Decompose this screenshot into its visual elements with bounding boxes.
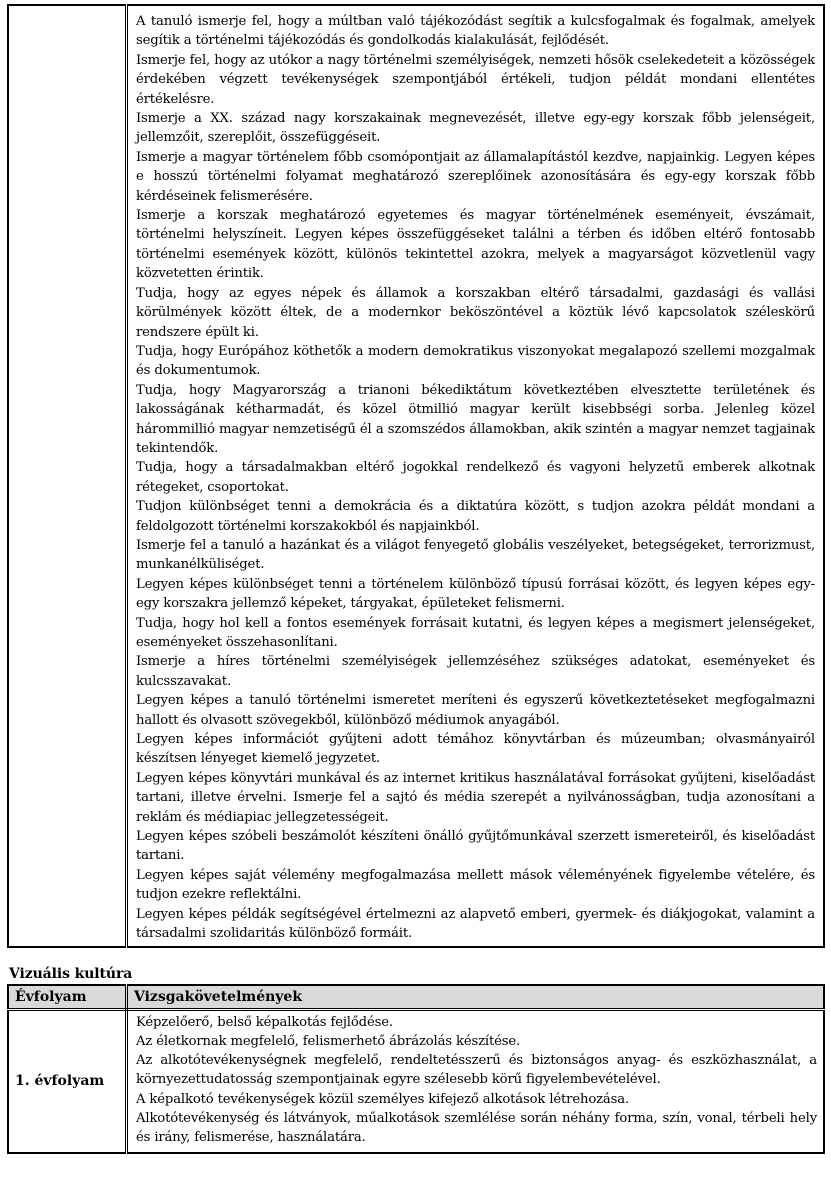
grade-cell-empty	[8, 5, 127, 947]
requirement-paragraph: Tudja, hogy az egyes népek és államok a korszakban eltérő társadalmi, gazdasági és vallási körülmények között éltek, de a modernkor beköszöntével a köztük lévő kapcsolatok széleskörű rendszere épült ki.	[136, 285, 815, 340]
requirement-paragraph: Ismerje fel a tanuló a hazánkat és a világot fenyegető globális veszélyeket, betegségeket, terrorizmust, munkanélküliséget.	[136, 537, 815, 573]
grade-cell: 1. évfolyam	[8, 1009, 127, 1153]
section-title: Vizuális kultúra	[9, 965, 133, 982]
requirement-paragraph: Legyen képes különbséget tenni a történelem különböző típusú forrásai között, és legyen képes egy-egy korszakra jellemző képeket, tárgyakat, épületeket felismerni.	[136, 576, 815, 612]
header-requirements: Vizsgakövetelmények	[127, 985, 825, 1010]
table-row	[8, 5, 824, 947]
requirement-paragraph: Legyen képes a tanuló történelmi ismeretet meríteni és egyszerű következtetéseket megfogalmazni hallott és olvasott szövegekből, különböző médiumok anyagából.	[136, 693, 815, 728]
visual-culture-table	[7, 984, 825, 1154]
requirement-paragraph: A képalkotó tevékenységek közül személyes kifejező alkotások létrehozása.	[136, 1091, 630, 1107]
header-grade: Évfolyam	[8, 985, 127, 1010]
requirement-paragraph: Ismerje a híres történelmi személyiségek jellemzéséhez szükséges adatokat, eseményeket és kulcsszavakat.	[136, 654, 815, 689]
table-row	[8, 1009, 824, 1153]
requirement-paragraph: Tudja, hogy hol kell a fontos események forrásait kutatni, és legyen képes a megismert jelenségeket, eseményeket összehasonlítani.	[136, 615, 815, 650]
requirement-paragraph: Ismerje a magyar történelem főbb csomópontjait az államalapítástól kezdve, napjainkig. Legyen képes e hosszú történelmi folyamat meghatározó szereplőinek azonosítására és egy-egy korszak főbb kérdéseinek felismerésére.	[136, 149, 815, 204]
requirement-paragraph: Képzelőerő, belső képalkotás fejlődése.	[136, 1014, 393, 1030]
requirement-paragraph: Ismerje a XX. század nagy korszakainak megnevezését, illetve egy-egy korszak főbb jelenségeit, jellemzőit, szereplőit, összefüggéseit.	[136, 111, 815, 146]
requirements-cell	[127, 1009, 825, 1153]
requirement-paragraph: Legyen képes példák segítségével értelmezni az alapvető emberi, gyermek- és diákjogokat, valamint a társadalmi szolidaritás különböző formáit.	[136, 906, 815, 942]
requirement-paragraph: Tudjon különbséget tenni a demokrácia és a diktatúra között, s tudjon azokra példát mondani a feldolgozott történelmi korszakokból és napjainkból.	[136, 499, 815, 534]
requirement-paragraph: Legyen képes információt gyűjteni adott témához könyvtárban és múzeumban; olvasmányairól készítsen lényeget kiemelő jegyzetet.	[136, 732, 815, 767]
requirement-paragraph: Alkotótevékenység és látványok, műalkotások szemlélése során néhány forma, szín, vonal, térbeli hely és irány, felismerése, használatára.	[136, 1110, 817, 1146]
document-page	[7, 4, 825, 1154]
requirement-paragraph: Ismerje fel, hogy az utókor a nagy történelmi személyiségek, nemzeti hősök cselekedeteit a közösségek érdekében végzett tevékenységek szempontjából értékeli, tudjon példát mondani ellentétes értékelésre.	[136, 52, 815, 107]
requirement-paragraph: Legyen képes szóbeli beszámolót készíteni önálló gyűjtőmunkával szerzett ismereteiről, és kiselőadást tartani.	[136, 829, 815, 864]
requirement-paragraph: Tudja, hogy a társadalmakban eltérő jogokkal rendelkező és vagyoni helyzetű emberek alkotnak rétegeket, csoportokat.	[136, 460, 815, 495]
requirement-paragraph: Az alkotótevékenységnek megfelelő, rendeltetésszerű és biztonságos anyag- és eszközhasználat, a környezettudatosság szempontjainak egyre szélesebb körű figyelembevételével.	[136, 1053, 817, 1088]
requirement-paragraph: Tudja, hogy Európához köthetők a modern demokratikus viszonyokat megalapozó szellemi mozgalmak és dokumentumok.	[136, 343, 815, 379]
requirement-paragraph: Tudja, hogy Magyarország a trianoni békediktátum következtében elvesztette területének és lakosságának kétharmadát, és közel ötmillió magyar került kisebbségi sorba. Jelenleg közel hárommillió magyar nemzetiségű él a szomszédos államokban, akik szintén a magyar nemzet tagjainak tekintendők.	[136, 382, 815, 456]
requirement-paragraph: Ismerje a korszak meghatározó egyetemes és magyar történelmének eseményeit, évszámait, történelmi helyszíneit. Legyen képes összefüggéseket találni a térben és időben eltérő fontosabb történelmi események között, különös tekintettel azokra, melyek a magyarságot közvetlenül vagy közvetetten érintik.	[136, 208, 815, 282]
requirement-paragraph: A tanuló ismerje fel, hogy a múltban való tájékozódást segítik a kulcsfogalmak és fogalmak, amelyek segítik a történelmi tájékozódás és gondolkodás kialakulását, fejlődését.	[136, 14, 815, 49]
table-header-row	[8, 985, 824, 1010]
requirement-paragraph: Legyen képes könyvtári munkával és az internet kritikus használatával forrásokat gyűjteni, kiselőadást tartani, illetve érvelni. Ismerje fel a sajtó és média szerepét a nyilvánosságban, tudja azonosítani a reklám és médiapiac jellegzetességeit.	[136, 770, 815, 825]
history-requirements-table	[7, 4, 825, 948]
requirement-paragraph: Az életkornak megfelelő, felismerhető ábrázolás készítése.	[136, 1033, 521, 1049]
requirement-paragraph: Legyen képes saját vélemény megfogalmazása mellett mások véleményének figyelembe vételére, és tudjon ezekre reflektálni.	[136, 867, 815, 903]
requirements-cell	[127, 5, 825, 947]
